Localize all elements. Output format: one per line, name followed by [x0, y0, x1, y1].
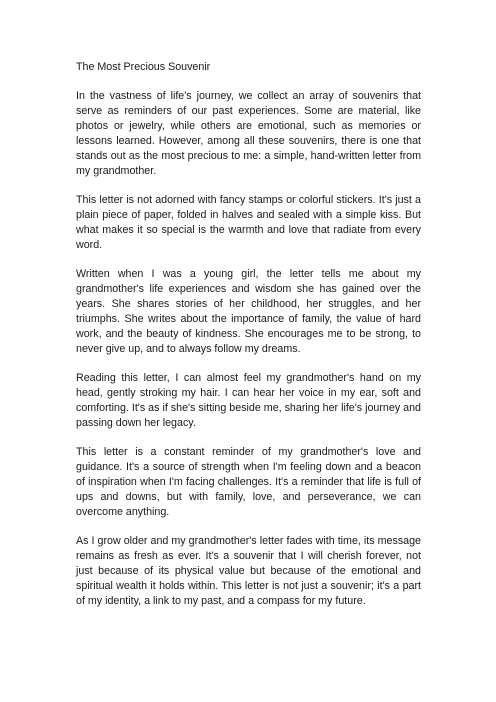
paragraph-1: In the vastness of life's journey, we collect an array of souvenirs that serve as reminders of our past experiences. Some are material, like photos or jewelry, while others are emotional, such as memories or lessons learned. However, among all these souvenirs, there is one that stands out as the most precious to me: a simple, hand-written letter from my grandmother.: [76, 90, 421, 177]
paragraph-6: As I grow older and my grandmother's letter fades with time, its message remains as fresh as ever. It's a souvenir that I will cherish forever, not just because of its physical value but because of the emotional and spiritual wealth it holds within. This letter is not just a souvenir; it's a part of my identity, a link to my past, and a compass for my future.: [76, 535, 421, 607]
paragraph-4: Reading this letter, I can almost feel my grandmother's hand on my head, gently stroking my hair. I can hear her voice in my ear, soft and comforting. It's as if she's sitting beside me, sharing her life's journey and passing down her legacy.: [76, 372, 421, 429]
document-page: [76, 60, 421, 623]
paragraph-5: This letter is a constant reminder of my grandmother's love and guidance. It's a source of strength when I'm feeling down and a beacon of inspiration when I'm facing challenges. It's a reminder that life is full of ups and downs, but with family, love, and perseverance, we can overcome anything.: [76, 446, 421, 518]
document-title: The Most Precious Souvenir: [76, 61, 211, 73]
paragraph-3: Written when I was a young girl, the letter tells me about my grandmother's life experiences and wisdom she has gained over the years. She shares stories of her childhood, her struggles, and her triumphs. She writes about the importance of family, the value of hard work, and the beauty of kindness. She encourages me to be strong, to never give up, and to always follow my dreams.: [76, 268, 421, 355]
paragraph-2: This letter is not adorned with fancy stamps or colorful stickers. It's just a plain piece of paper, folded in halves and sealed with a simple kiss. But what makes it so special is the warmth and love that radiate from every word.: [76, 194, 421, 251]
